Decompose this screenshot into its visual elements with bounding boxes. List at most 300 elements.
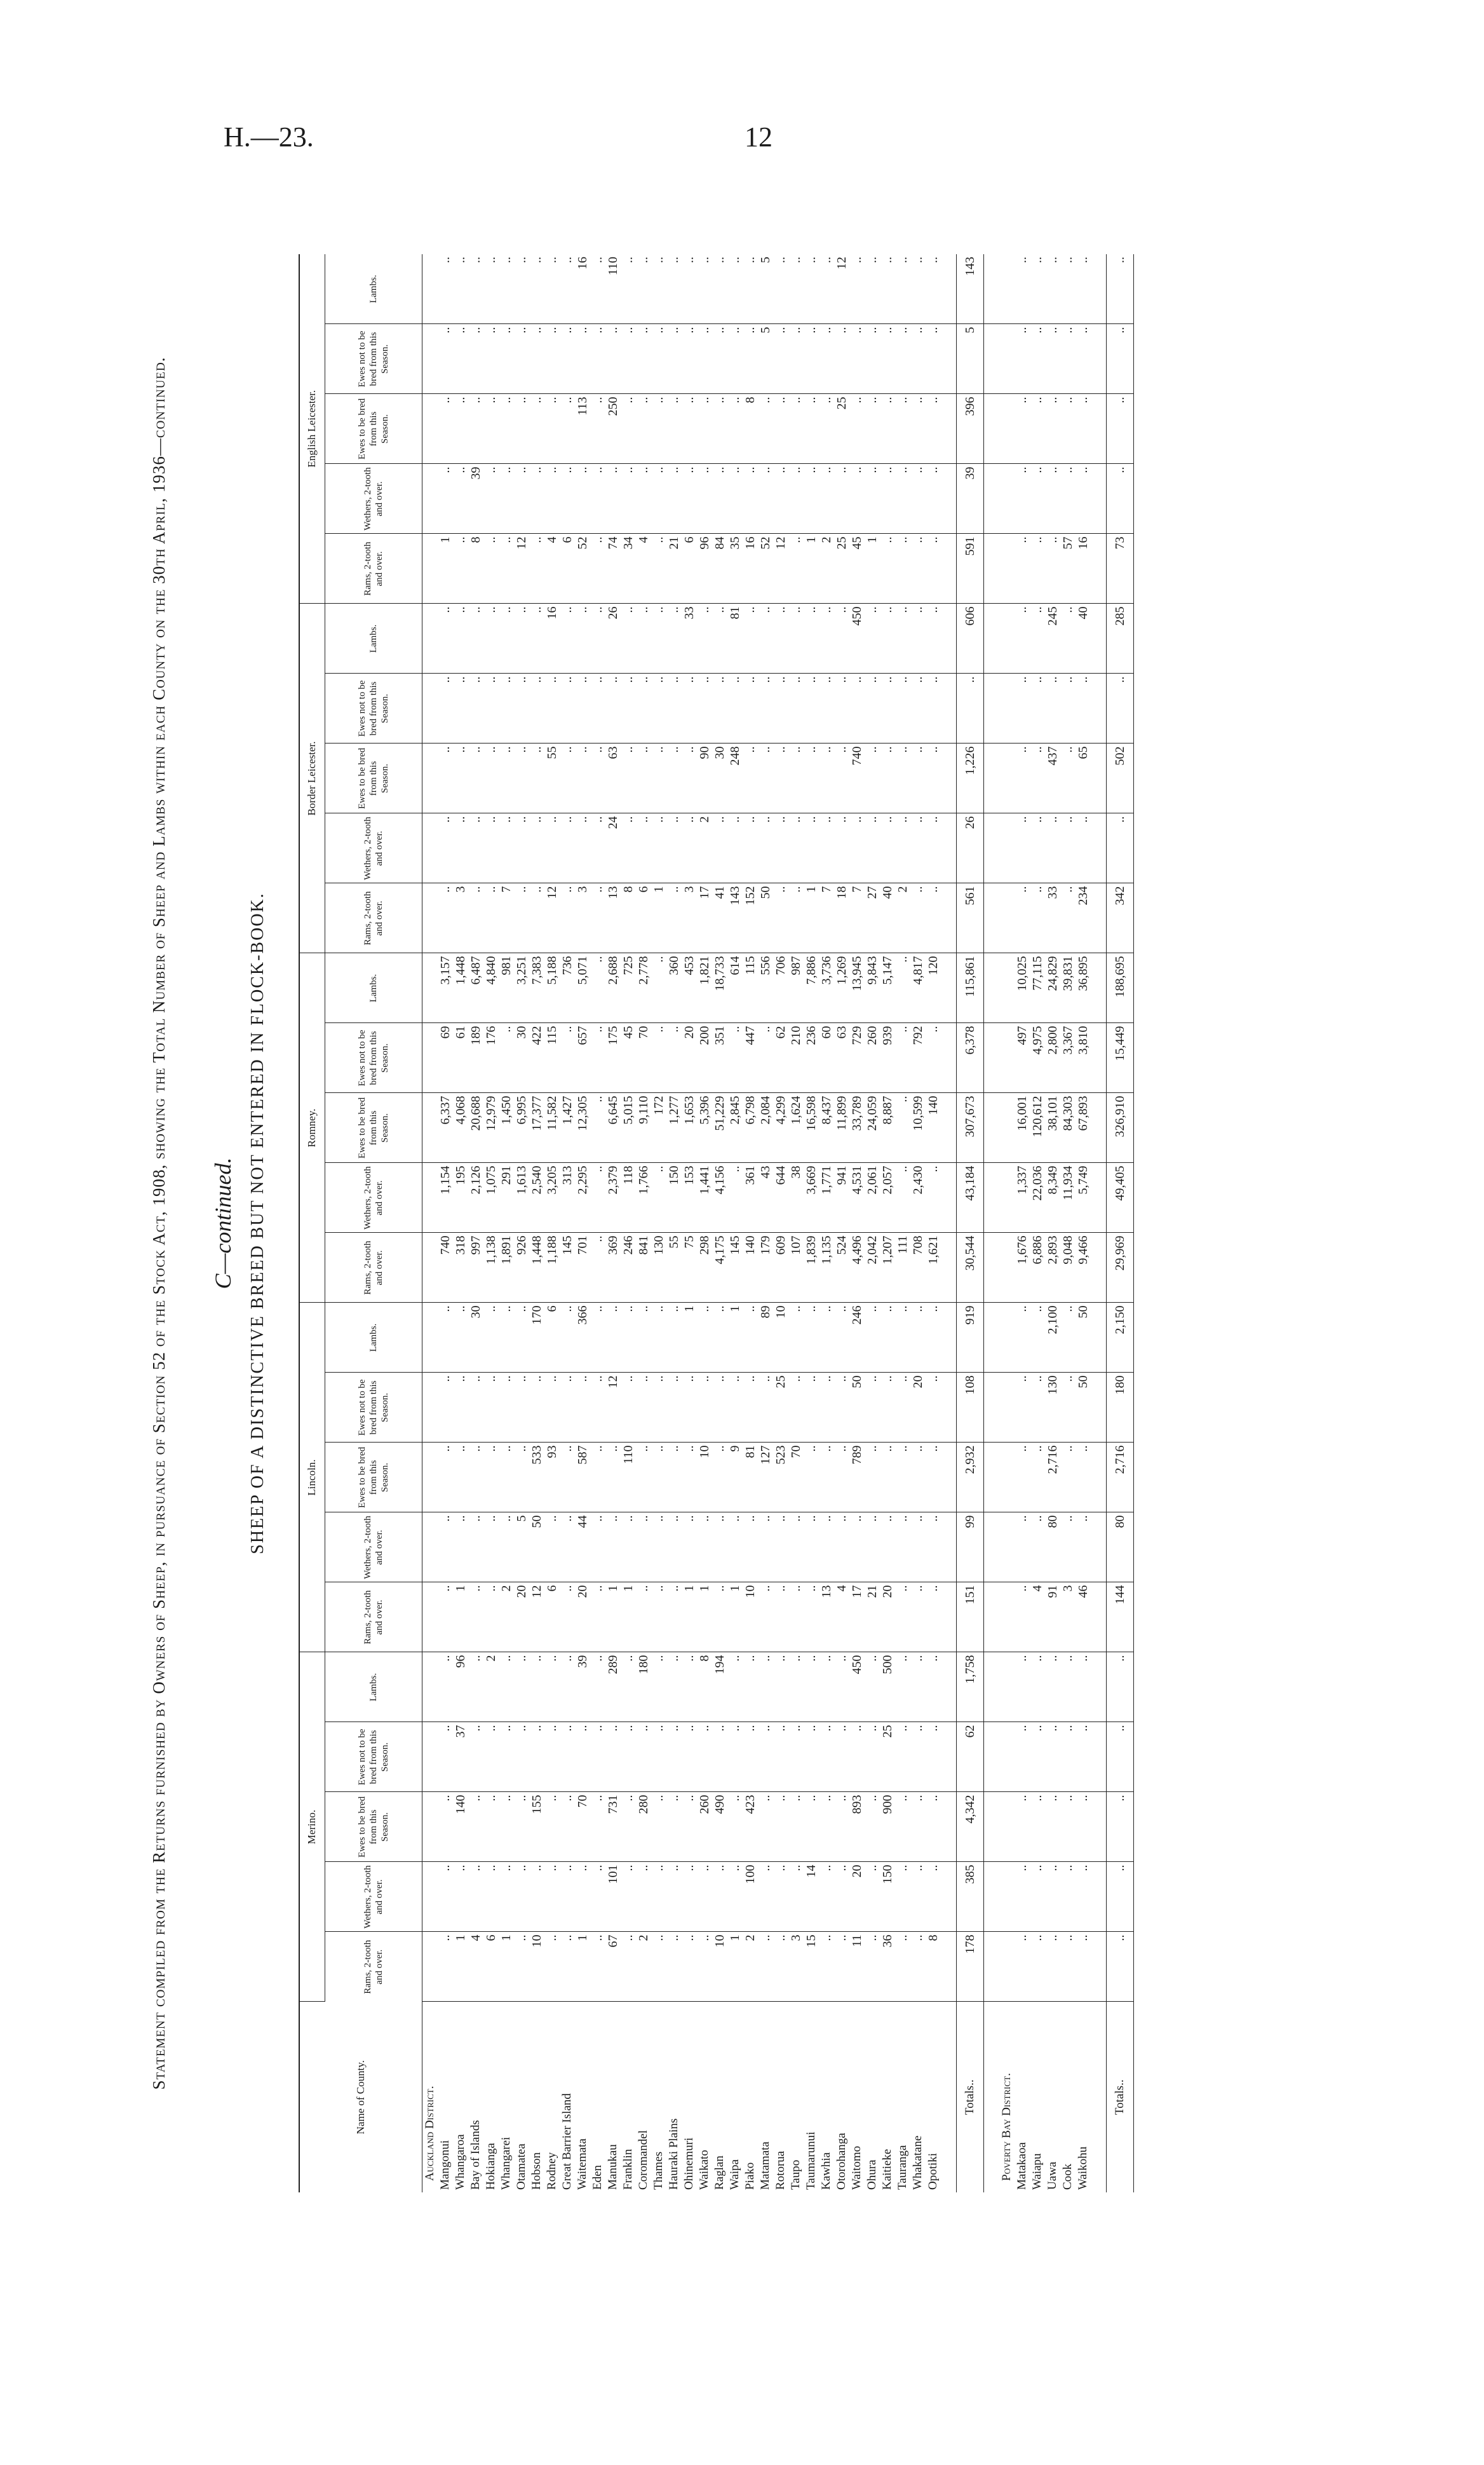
table-cell: 5,749 [1076, 1163, 1091, 1233]
table-cell: .. [1015, 394, 1030, 464]
table-cell: 26 [605, 604, 621, 674]
table-cell: .. [453, 534, 468, 604]
table-cell: 12 [834, 254, 849, 324]
table-cell: 145 [727, 1233, 743, 1303]
table-cell: .. [697, 1862, 712, 1932]
table-row [575, 254, 590, 2192]
table-cell: .. [483, 1373, 499, 1443]
totals-label: Totals.. [956, 2002, 983, 2192]
table-cell: 52 [758, 534, 773, 604]
table-cell: .. [544, 1862, 560, 1932]
table-cell: .. [590, 1932, 605, 2002]
table-cell: 1,427 [560, 1093, 575, 1163]
table-cell: .. [682, 1373, 697, 1443]
table-cell: .. [560, 883, 575, 953]
table-cell: 1,441 [697, 1163, 712, 1233]
table-cell: .. [1015, 464, 1030, 534]
table-row [621, 254, 636, 2192]
table-cell: .. [834, 1792, 849, 1862]
total-cell: 143 [956, 254, 983, 324]
table-cell: 50 [1076, 1373, 1091, 1443]
table-cell: 1,448 [529, 1233, 544, 1303]
table-cell: .. [499, 254, 514, 324]
table-cell: .. [727, 813, 743, 883]
table-cell: 2 [499, 1582, 514, 1652]
table-cell: .. [499, 324, 514, 394]
table-cell: .. [926, 464, 941, 534]
table-cell: .. [926, 1512, 941, 1582]
table-cell: .. [1076, 813, 1091, 883]
table-cell: 1 [453, 1932, 468, 2002]
table-cell: .. [682, 254, 697, 324]
table-cell: 490 [712, 1792, 727, 1862]
table-cell: 33 [1045, 883, 1060, 953]
table-cell: .. [910, 1512, 926, 1582]
table-cell: .. [804, 394, 819, 464]
table-cell: .. [895, 744, 910, 813]
county-name: Taupo [788, 2159, 802, 2190]
table-cell: .. [895, 674, 910, 744]
table-cell: .. [438, 1862, 453, 1932]
table-cell: .. [758, 464, 773, 534]
table-cell: .. [636, 324, 651, 394]
table-cell: 90 [697, 744, 712, 813]
table-cell: .. [758, 813, 773, 883]
table-cell: .. [788, 813, 804, 883]
table-row [773, 254, 788, 2192]
table-cell: .. [895, 1792, 910, 1862]
table-cell: 152 [743, 883, 758, 953]
table-cell: .. [560, 744, 575, 813]
table-cell: .. [788, 1722, 804, 1792]
table-cell: .. [651, 1862, 666, 1932]
county-name: Whangaroa [453, 2134, 467, 2190]
county-name: Thames [651, 2151, 665, 2190]
table-cell: 8,887 [880, 1093, 895, 1163]
county-name: Franklin [621, 2149, 635, 2190]
table-cell: 30 [514, 1023, 529, 1093]
table-cell: .. [849, 1722, 865, 1792]
table-cell: .. [499, 1023, 514, 1093]
table-cell: .. [514, 1722, 529, 1792]
table-cell: .. [758, 1582, 773, 1652]
table-cell: .. [438, 254, 453, 324]
total-cell: 49,405 [1106, 1163, 1133, 1233]
table-cell: 140 [743, 1233, 758, 1303]
table-cell: 2 [895, 883, 910, 953]
table-cell: 130 [651, 1233, 666, 1303]
table-cell: 20 [682, 1023, 697, 1093]
table-cell: 708 [910, 1233, 926, 1303]
table-cell: .. [651, 604, 666, 674]
county-name: Waiapu [1030, 2153, 1044, 2190]
table-cell: 20 [849, 1862, 865, 1932]
table-cell: .. [758, 1373, 773, 1443]
table-cell: .. [483, 813, 499, 883]
table-cell: .. [514, 1792, 529, 1862]
table-cell: 4,496 [849, 1233, 865, 1303]
table-cell: 51,229 [712, 1093, 727, 1163]
total-cell: 1,226 [956, 744, 983, 813]
table-row [682, 254, 697, 2192]
table-cell: 35 [727, 534, 743, 604]
table-cell: 17,377 [529, 1093, 544, 1163]
table-row [804, 254, 819, 2192]
table-cell: 16 [544, 604, 560, 674]
table-cell: .. [560, 813, 575, 883]
table-cell: .. [1060, 1932, 1076, 2002]
sheep-table [299, 254, 1134, 2192]
table-cell: .. [1030, 1722, 1045, 1792]
table-cell: .. [544, 674, 560, 744]
table-cell: .. [1076, 1932, 1091, 2002]
table-cell: .. [773, 1932, 788, 2002]
table-row [483, 254, 499, 2192]
table-cell: 25 [880, 1722, 895, 1792]
table-cell: .. [1076, 1443, 1091, 1512]
table-cell: 8 [926, 1932, 941, 2002]
table-cell: .. [697, 394, 712, 464]
table-cell: 4,299 [773, 1093, 788, 1163]
total-cell: 115,861 [956, 953, 983, 1023]
table-cell: .. [499, 1373, 514, 1443]
table-cell: .. [483, 1443, 499, 1512]
table-cell: 1 [651, 883, 666, 953]
table-cell: 6,487 [468, 953, 483, 1023]
table-cell: .. [514, 324, 529, 394]
table-cell: .. [453, 394, 468, 464]
table-cell: 740 [438, 1233, 453, 1303]
district-heading-row [999, 254, 1015, 2192]
table-cell: 3 [453, 883, 468, 953]
table-cell: .. [819, 394, 834, 464]
table-cell: 41 [712, 883, 727, 953]
table-cell: .. [636, 604, 651, 674]
table-cell: 6,798 [743, 1093, 758, 1163]
table-cell: .. [895, 394, 910, 464]
table-cell: 179 [758, 1233, 773, 1303]
table-cell: .. [880, 1512, 895, 1582]
table-cell: .. [1015, 813, 1030, 883]
table-cell: 3,157 [438, 953, 453, 1023]
table-cell: .. [636, 674, 651, 744]
breed-header-merino: Merino. [299, 1652, 325, 2002]
breed-header-romney: Romney. [299, 953, 325, 1303]
table-cell: .. [651, 813, 666, 883]
table-cell: .. [910, 1932, 926, 2002]
table-cell: .. [590, 324, 605, 394]
table-cell: .. [682, 1652, 697, 1722]
table-cell: .. [544, 464, 560, 534]
table-cell: .. [788, 1303, 804, 1373]
table-cell: 313 [560, 1163, 575, 1233]
county-name: Whangarei [499, 2136, 513, 2190]
table-cell: .. [727, 1792, 743, 1862]
table-cell: .. [712, 813, 727, 883]
table-cell: 65 [1076, 744, 1091, 813]
total-cell: .. [1106, 464, 1133, 534]
table-cell: 2,893 [1045, 1233, 1060, 1303]
table-cell: 366 [575, 1303, 590, 1373]
table-cell: .. [804, 1652, 819, 1722]
table-cell: .. [438, 1373, 453, 1443]
sub-column-header: Ewes not to be bred from this Season. [325, 674, 422, 744]
table-cell: 4 [834, 1582, 849, 1652]
table-cell: .. [834, 1512, 849, 1582]
table-cell: 524 [834, 1233, 849, 1303]
sub-column-header: Ewes to be bred from this Season. [325, 394, 422, 464]
table-cell: .. [773, 1862, 788, 1932]
table-cell: 172 [651, 1093, 666, 1163]
table-row [834, 254, 849, 2192]
table-cell: .. [1015, 604, 1030, 674]
table-cell: .. [468, 1862, 483, 1932]
table-cell: .. [636, 1443, 651, 1512]
table-cell: 12,979 [483, 1093, 499, 1163]
table-cell: .. [849, 324, 865, 394]
table-cell: 34 [621, 534, 636, 604]
table-cell: .. [575, 464, 590, 534]
table-row [1076, 254, 1091, 2192]
table-cell: .. [438, 1652, 453, 1722]
table-cell: .. [438, 1792, 453, 1862]
table-cell: .. [499, 1862, 514, 1932]
table-cell: .. [682, 674, 697, 744]
table-cell: 143 [727, 883, 743, 953]
table-cell: .. [590, 1093, 605, 1163]
total-cell: 108 [956, 1373, 983, 1443]
table-cell: .. [544, 1722, 560, 1792]
table-cell: .. [453, 604, 468, 674]
sub-column-header: Rams, 2-tooth and over. [325, 1233, 422, 1303]
county-name: Cook [1060, 2163, 1074, 2190]
table-row [758, 254, 773, 2192]
table-cell: .. [575, 1373, 590, 1443]
table-cell: 2,061 [865, 1163, 880, 1233]
table-cell: .. [773, 254, 788, 324]
table-cell: 50 [529, 1512, 544, 1582]
table-cell: .. [926, 1862, 941, 1932]
table-cell: .. [499, 674, 514, 744]
table-cell: .. [666, 1443, 682, 1512]
table-cell: 12 [529, 1582, 544, 1652]
table-cell: .. [926, 883, 941, 953]
table-cell: 18,733 [712, 953, 727, 1023]
table-cell: .. [712, 1303, 727, 1373]
table-cell: 10 [529, 1932, 544, 2002]
table-cell: .. [590, 604, 605, 674]
sub-column-header: Ewes to be bred from this Season. [325, 1792, 422, 1862]
table-cell: .. [666, 464, 682, 534]
table-cell: .. [880, 1303, 895, 1373]
table-cell: .. [880, 1443, 895, 1512]
table-cell: .. [834, 1303, 849, 1373]
table-cell: .. [727, 1023, 743, 1093]
table-cell: .. [468, 1373, 483, 1443]
table-cell: .. [773, 464, 788, 534]
table-cell: .. [910, 324, 926, 394]
table-cell: .. [758, 1792, 773, 1862]
table-cell: 1 [865, 534, 880, 604]
table-cell: .. [773, 674, 788, 744]
table-cell: 5,015 [621, 1093, 636, 1163]
table-cell: .. [788, 1862, 804, 1932]
table-cell: .. [1045, 254, 1060, 324]
table-cell: 127 [758, 1443, 773, 1512]
table-cell: 731 [605, 1792, 621, 1862]
table-cell: 447 [743, 1023, 758, 1093]
table-cell: 20 [880, 1582, 895, 1652]
table-cell: 16 [743, 534, 758, 604]
table-cell: .. [529, 1652, 544, 1722]
table-cell: .. [926, 534, 941, 604]
table-row [788, 254, 804, 2192]
table-cell: .. [926, 1582, 941, 1652]
table-cell: 195 [453, 1163, 468, 1233]
county-name: Hauraki Plains [666, 2118, 680, 2190]
table-cell: .. [453, 1303, 468, 1373]
table-cell: .. [758, 1722, 773, 1792]
table-cell: .. [788, 674, 804, 744]
total-cell: 326,910 [1106, 1093, 1133, 1163]
county-name: Hobson [529, 2152, 543, 2190]
table-cell: .. [575, 744, 590, 813]
table-cell: .. [560, 1512, 575, 1582]
statement-title: Statement compiled from the Returns furnished by Owners of Sheep, in pursuance of Section 52 of the Stock Act, 1908, showing the Total Number of Sheep and Lambs within each County on the 30th April, 1936—continued. [149, 357, 168, 2090]
table-cell: .. [666, 1373, 682, 1443]
table-cell: .. [529, 604, 544, 674]
table-cell: .. [529, 1373, 544, 1443]
sub-column-header: Wethers, 2-tooth and over. [325, 1512, 422, 1582]
county-name: Eden [590, 2164, 604, 2190]
table-cell: .. [1076, 464, 1091, 534]
table-cell: .. [773, 1652, 788, 1722]
table-cell: 140 [453, 1792, 468, 1862]
table-cell: 360 [666, 953, 682, 1023]
table-cell: .. [499, 534, 514, 604]
table-cell: 6 [483, 1932, 499, 2002]
table-cell: 740 [849, 744, 865, 813]
table-cell: .. [1015, 1443, 1030, 1512]
county-name: Uawa [1045, 2161, 1059, 2190]
sub-column-header: Wethers, 2-tooth and over. [325, 464, 422, 534]
table-cell: .. [560, 1932, 575, 2002]
table-cell: 8 [697, 1652, 712, 1722]
table-cell: 84,303 [1060, 1093, 1076, 1163]
table-cell: .. [773, 883, 788, 953]
table-cell: .. [560, 1303, 575, 1373]
total-cell: 29,969 [1106, 1233, 1133, 1303]
table-cell: .. [743, 604, 758, 674]
table-cell: 1 [727, 1582, 743, 1652]
table-cell: .. [499, 1722, 514, 1792]
total-cell: .. [1106, 674, 1133, 744]
table-cell: .. [1030, 1932, 1045, 2002]
table-cell: .. [1045, 674, 1060, 744]
table-cell: 17 [697, 883, 712, 953]
table-cell: 725 [621, 953, 636, 1023]
table-cell: 25 [773, 1373, 788, 1443]
table-cell: .. [682, 1792, 697, 1862]
table-cell: .. [895, 1303, 910, 1373]
sub-header-row [325, 254, 422, 2192]
table-cell: 93 [544, 1443, 560, 1512]
table-cell: 16,001 [1015, 1093, 1030, 1163]
table-cell: .. [788, 1373, 804, 1443]
table-cell: .. [865, 1443, 880, 1512]
table-cell: 4 [468, 1932, 483, 2002]
table-cell: .. [651, 674, 666, 744]
total-cell: 919 [956, 1303, 983, 1373]
table-row [865, 254, 880, 2192]
table-subtitle: SHEEP OF A DISTINCTIVE BREED BUT NOT ENTERED IN FLOCK-BOOK. [248, 892, 267, 1554]
county-name: Tauranga [895, 2145, 909, 2190]
table-cell: .. [895, 953, 910, 1023]
table-cell: 789 [849, 1443, 865, 1512]
table-cell: .. [697, 604, 712, 674]
table-cell: .. [926, 813, 941, 883]
table-cell: 1,676 [1015, 1233, 1030, 1303]
table-cell: 361 [743, 1163, 758, 1233]
table-cell: .. [819, 1792, 834, 1862]
table-cell: 4 [1030, 1582, 1045, 1652]
table-cell: 2,540 [529, 1163, 544, 1233]
table-cell: .. [453, 674, 468, 744]
continued-heading: C—continued. [210, 1157, 236, 1289]
table-cell: .. [666, 1652, 682, 1722]
table-cell: 25 [834, 394, 849, 464]
table-cell: .. [682, 1722, 697, 1792]
table-cell: 523 [773, 1443, 788, 1512]
table-cell: .. [819, 813, 834, 883]
table-cell: .. [1060, 1373, 1076, 1443]
table-cell: .. [1060, 1303, 1076, 1373]
table-cell: .. [926, 1163, 941, 1233]
table-cell: .. [468, 394, 483, 464]
table-cell: .. [743, 254, 758, 324]
table-row [926, 254, 941, 2192]
table-cell: 291 [499, 1163, 514, 1233]
table-cell: 1,839 [804, 1233, 819, 1303]
table-cell: .. [910, 1722, 926, 1792]
table-cell: 21 [666, 534, 682, 604]
table-cell: .. [926, 394, 941, 464]
table-cell: .. [1076, 1792, 1091, 1862]
county-name: Hokianga [483, 2143, 497, 2190]
table-cell: .. [834, 1932, 849, 2002]
table-cell: .. [880, 1373, 895, 1443]
table-cell: .. [575, 1722, 590, 1792]
table-row [636, 254, 651, 2192]
table-cell: .. [666, 883, 682, 953]
table-cell: .. [544, 1373, 560, 1443]
table-cell: 20 [910, 1373, 926, 1443]
table-cell: .. [712, 1373, 727, 1443]
table-cell: 8,437 [819, 1093, 834, 1163]
table-cell: 210 [788, 1023, 804, 1093]
table-cell: .. [788, 1652, 804, 1722]
table-cell: 37 [453, 1722, 468, 1792]
table-cell: 644 [773, 1163, 788, 1233]
table-cell: 9,466 [1076, 1233, 1091, 1303]
table-cell: .. [1015, 1512, 1030, 1582]
table-cell: .. [453, 254, 468, 324]
total-cell: .. [1106, 1722, 1133, 1792]
table-cell: .. [910, 1443, 926, 1512]
county-name: Opotiki [926, 2152, 940, 2190]
table-cell: .. [834, 1862, 849, 1932]
table-cell: .. [819, 1303, 834, 1373]
